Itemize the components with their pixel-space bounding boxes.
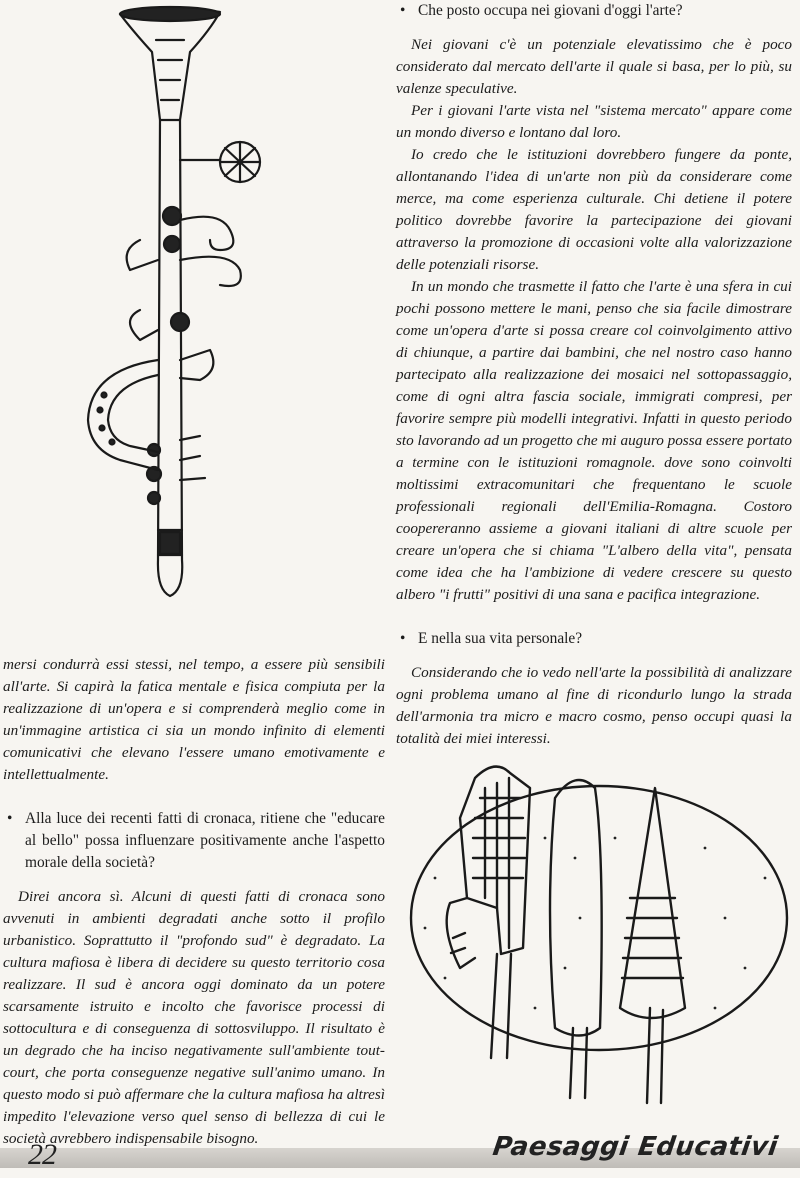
answer-paragraph: Per i giovani l'arte vista nel "sistema mercato" appare come un mondo diverso e lontano dal loro. — [396, 102, 792, 141]
bullet-icon: • — [7, 810, 13, 827]
answer-paragraph: Considerando che io vedo nell'arte la possibilità di analizzare ogni problema umano al fine di ricondurlo lungo la strada dell'armonia tra micro e macro cosmo, penso occupi quasi la totalità dei miei interessi. — [396, 664, 792, 747]
clarinet-illustration — [60, 0, 320, 610]
answer-paragraph: Io credo che le istituzioni dovrebbero fungere da ponte, allontanando l'idea di un'arte non più da considerare come merce, ma come esperienza culturale. Chi detiene il potere politico dovrebbe favorire la partecipazione dei giovani attraverso la promozione di occasioni volte alla valorizzazione delle potenziali risorse. — [396, 146, 792, 273]
answer-paragraph: Nei giovani c'è un potenziale elevatissimo che è poco considerato dal mercato dell'arte il quale si basa, per lo più, su valenze speculative. — [396, 36, 792, 97]
question-educare-al-bello — [3, 808, 385, 874]
question-giovani — [396, 0, 792, 22]
answer-paragraph: In un mondo che trasmette il fatto che l'arte è una sfera in cui pochi possono mettere le mani, penso che sia facile dimostrare come un'opera d'arte si possa creare col coinvolgimento attivo di chiunque, a partire dai bambini, che nel nostro caso hanno partecipato alla realizzazione dei mosaici nel sottopassaggio, come di ogni altra fascia sociale, immigrati compresi, per favorire sempre più modelli integrativi. Infatti in questo periodo sto lavorando ad un progetto che mi auguro possa essere portato a termine con le istituzioni romagnole. dove sono coinvolti moltissimi extracomunitari che frequentano le scuole professionali regionali dell'Emilia-Romagna. Costoro coopereranno assieme a giovani italiani di altre scuole per creare un'opera che si chiama "L'albero della vita", pensata come idea che ha l'ambizione di vedere crescere su questo albero "i frutti" positivi di una sana e pacifica integrazione. — [396, 278, 792, 603]
question-text: Che posto occupa nei giovani d'oggi l'arte? — [418, 2, 683, 19]
page-number: 22 — [28, 1138, 56, 1171]
right-column — [396, 0, 792, 750]
bullet-icon: • — [400, 2, 406, 19]
question-text: E nella sua vita personale? — [418, 630, 583, 647]
answer-paragraph: Direi ancora sì. Alcuni di questi fatti di cronaca sono avvenuti in ambienti degradati anche sotto il profilo urbanistico. Soprattutto il "profondo sud" è degradato. La cultura mafiosa è libera di decidere su questo territorio cosa realizzare. Il sud è ancora oggi dominato da un potere scarsamente istruito e incolto che favorisce processi di sottocultura e di conseguenza di sottosviluppo. Il risultato è un degrado che ha inciso negativamente sull'ambiente tout-court, che porta conseguenze negative sull'animo umano. In questo modo si può affermare che la cultura mafiosa ha altresì impedito l'elevazione verso quel senso di bellezza di cui le società avrebbero indispensabile bisogno. — [3, 888, 385, 1147]
question-text: Alla luce dei recenti fatti di cronaca, ritiene che "educare al bello" possa influenzare positivamente anche l'aspetto morale della società? — [25, 810, 385, 871]
trees-illustration — [405, 758, 793, 1113]
left-column — [3, 654, 385, 1150]
publication-title: Paesaggi Educativi — [491, 1132, 781, 1162]
intro-paragraph: mersi condurrà essi stessi, nel tempo, a essere più sensibili all'arte. Si capirà la fatica mentale e fisica compiuta per la realizzazione di un'opera e si comprenderà meglio come in un'immagine artistica ci sia un mondo infinito di elementi comunicativi che elevano l'essere umano emotivamente e intellettualmente. — [3, 656, 385, 783]
question-vita-personale — [396, 628, 792, 650]
bullet-icon: • — [400, 630, 406, 647]
